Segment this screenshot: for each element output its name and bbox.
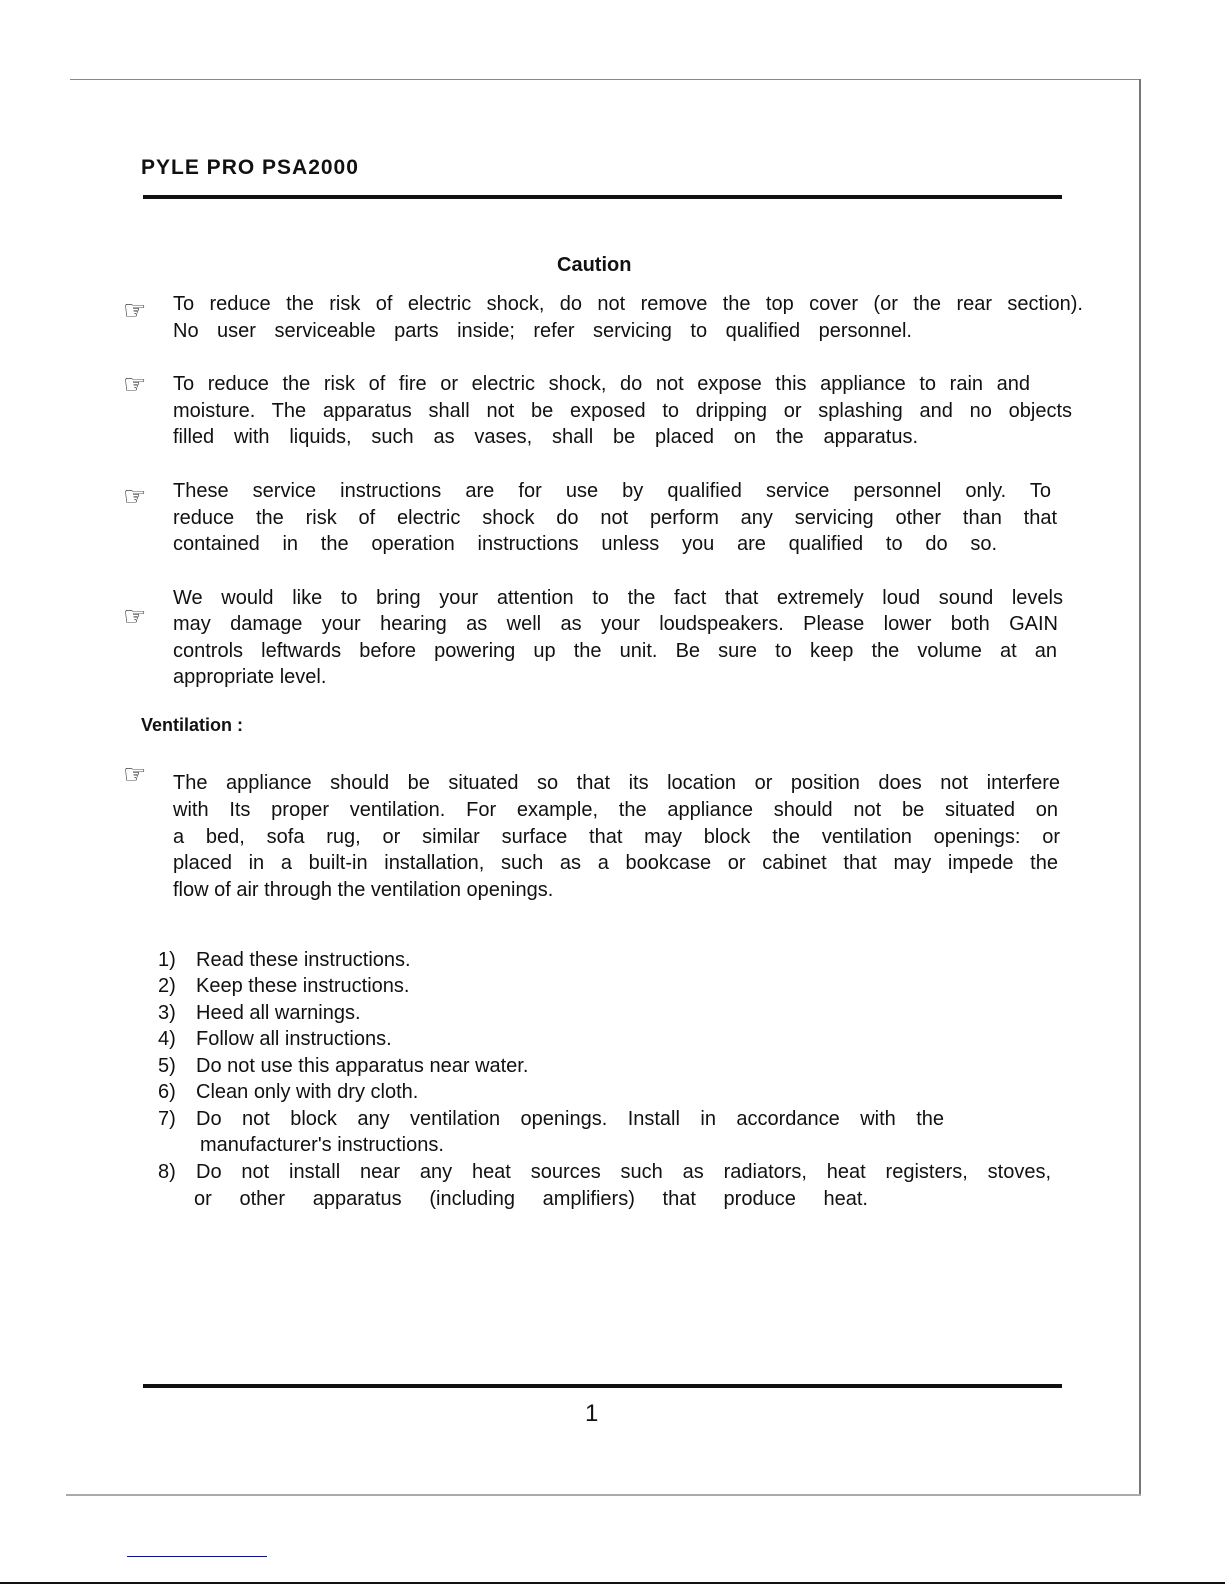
list-item: Do not block any ventilation openings. Install in accordance with the bbox=[196, 1108, 944, 1130]
bottom-divider bbox=[0, 1582, 1225, 1584]
list-number: 2) bbox=[158, 975, 176, 997]
caution-line: We would like to bring your attention to the fact that extremely loud sound levels bbox=[173, 587, 1063, 609]
caution-line: filled with liquids, such as vases, shall be placed on the apparatus. bbox=[173, 426, 918, 448]
caution-heading: Caution bbox=[557, 254, 632, 276]
caution-line: To reduce the risk of fire or electric shock, do not expose this appliance to rain and bbox=[173, 373, 1030, 395]
pointing-hand-icon: ☞ bbox=[123, 482, 147, 512]
page-border-bottom bbox=[66, 1494, 1141, 1496]
list-number: 8) bbox=[158, 1161, 176, 1183]
caution-line: No user serviceable parts inside; refer servicing to qualified personnel. bbox=[173, 320, 912, 342]
ventilation-line: flow of air through the ventilation openings. bbox=[173, 879, 554, 901]
ventilation-line: The appliance should be situated so that its location or position does not interfere bbox=[173, 772, 1060, 794]
list-item-continuation: or other apparatus (including amplifiers) that produce heat. bbox=[194, 1188, 868, 1210]
page-border-top bbox=[70, 79, 1140, 80]
list-item: Follow all instructions. bbox=[196, 1028, 392, 1050]
pointing-hand-icon: ☞ bbox=[123, 296, 147, 326]
list-number: 1) bbox=[158, 949, 176, 971]
list-item: Read these instructions. bbox=[196, 949, 411, 971]
list-number: 3) bbox=[158, 1002, 176, 1024]
page-number: 1 bbox=[585, 1400, 599, 1427]
page-border-right bbox=[1139, 79, 1141, 1496]
pointing-hand-icon: ☞ bbox=[123, 602, 147, 632]
list-item: Clean only with dry cloth. bbox=[196, 1081, 419, 1103]
caution-line: contained in the operation instructions unless you are qualified to do so. bbox=[173, 533, 997, 555]
list-number: 5) bbox=[158, 1055, 176, 1077]
link-underline[interactable] bbox=[127, 1556, 267, 1557]
list-item: Do not install near any heat sources such as radiators, heat registers, stoves, bbox=[196, 1161, 1051, 1183]
ventilation-line: a bed, sofa rug, or similar surface that may block the ventilation openings: or bbox=[173, 826, 1060, 848]
ventilation-heading: Ventilation : bbox=[141, 715, 244, 735]
pointing-hand-icon: ☞ bbox=[123, 760, 147, 790]
caution-line: To reduce the risk of electric shock, do not remove the top cover (or the rear section). bbox=[173, 293, 1083, 315]
list-number: 4) bbox=[158, 1028, 176, 1050]
list-item: Heed all warnings. bbox=[196, 1002, 361, 1024]
ventilation-line: placed in a built-in installation, such as a bookcase or cabinet that may impede the bbox=[173, 852, 1058, 874]
list-item: Keep these instructions. bbox=[196, 975, 410, 997]
footer-rule bbox=[143, 1384, 1062, 1388]
list-item: Do not use this apparatus near water. bbox=[196, 1055, 529, 1077]
caution-line: reduce the risk of electric shock do not perform any servicing other than that bbox=[173, 507, 1057, 529]
list-number: 6) bbox=[158, 1081, 176, 1103]
list-item-continuation: manufacturer's instructions. bbox=[200, 1134, 444, 1156]
pointing-hand-icon: ☞ bbox=[123, 370, 147, 400]
caution-line: may damage your hearing as well as your loudspeakers. Please lower both GAIN bbox=[173, 613, 1058, 635]
caution-line: moisture. The apparatus shall not be exposed to dripping or splashing and no objects bbox=[173, 400, 1072, 422]
caution-line: appropriate level. bbox=[173, 666, 327, 688]
header-rule bbox=[143, 195, 1062, 199]
ventilation-line: with Its proper ventilation. For example, the appliance should not be situated on bbox=[173, 799, 1058, 821]
caution-line: These service instructions are for use by qualified service personnel only. To bbox=[173, 480, 1051, 502]
list-number: 7) bbox=[158, 1108, 176, 1130]
caution-line: controls leftwards before powering up the unit. Be sure to keep the volume at an bbox=[173, 640, 1057, 662]
document-title: PYLE PRO PSA2000 bbox=[141, 156, 359, 179]
